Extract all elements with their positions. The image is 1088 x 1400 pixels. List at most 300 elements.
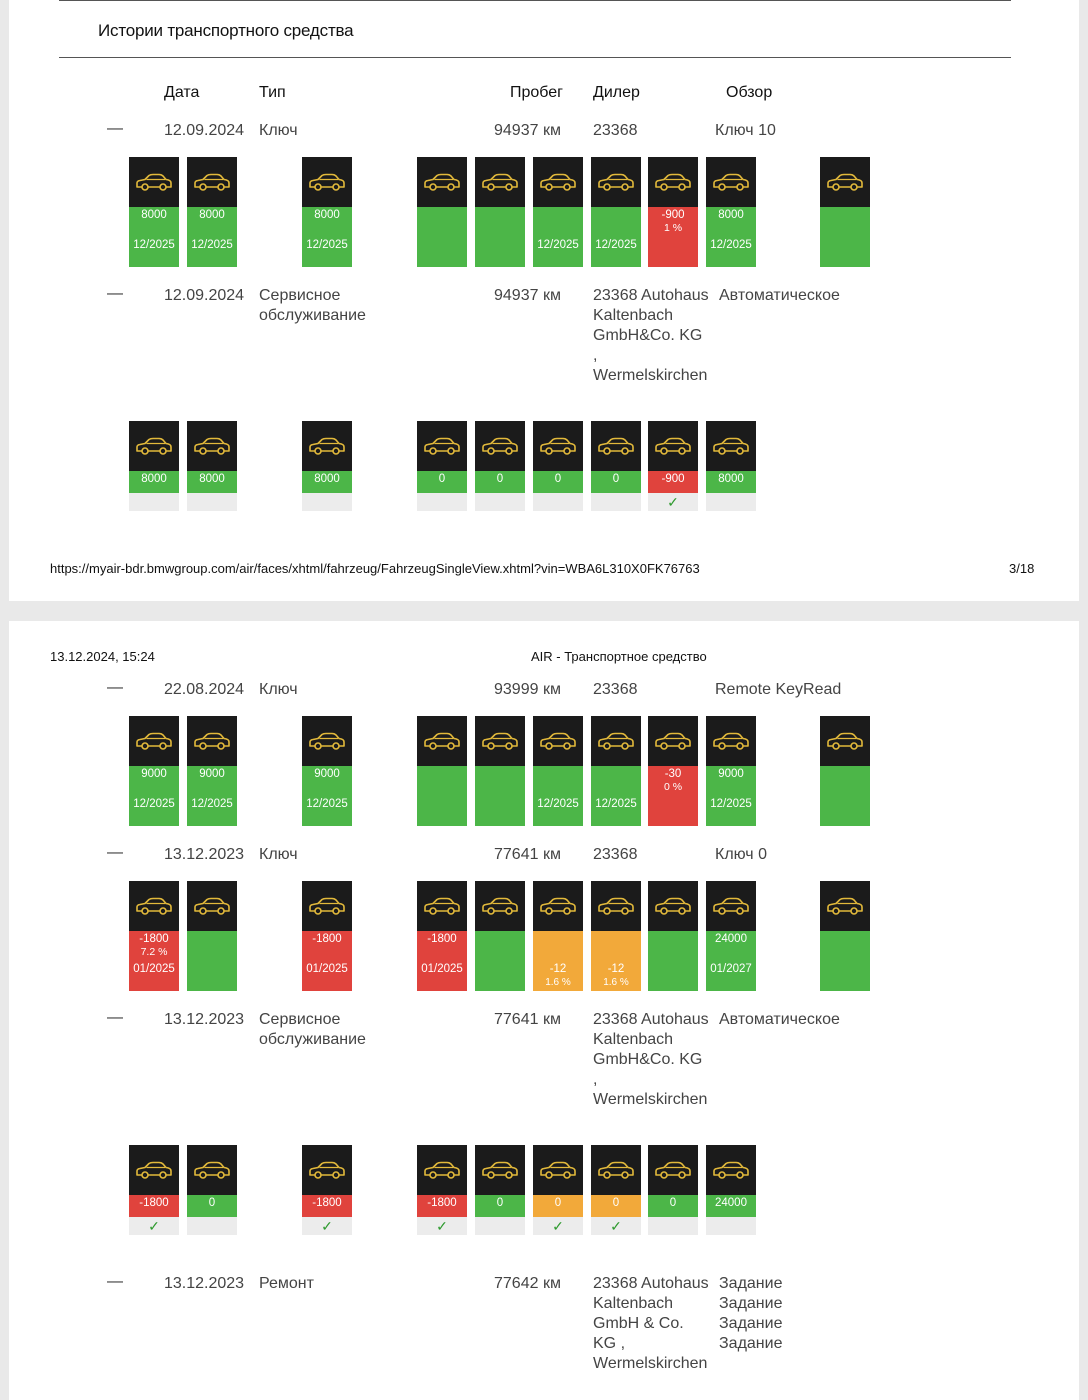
tile-header <box>591 421 641 471</box>
tile-value: 8000 <box>199 473 225 485</box>
tile-value: -1800 7.2 % <box>129 933 179 959</box>
car-icon <box>596 172 636 192</box>
tile-status <box>648 207 698 267</box>
tile-header <box>302 716 352 766</box>
top-divider <box>59 0 1011 1</box>
entry-type: Ключ <box>259 122 298 139</box>
status-tile <box>302 881 352 991</box>
tile-value: 24000 <box>715 1197 747 1209</box>
car-icon <box>538 172 578 192</box>
tile-percent: 1 % <box>663 222 683 234</box>
entry-mileage: 94937 км <box>494 287 561 304</box>
car-icon <box>192 896 232 916</box>
car-icon <box>653 731 693 751</box>
car-icon <box>480 731 520 751</box>
tile-status <box>187 207 237 267</box>
status-tile <box>820 157 870 267</box>
status-tile <box>533 157 583 267</box>
check-mark-icon <box>417 493 467 511</box>
tile-date: 12/2025 <box>537 239 579 251</box>
tile-date: 01/2025 <box>306 963 348 975</box>
status-tile <box>129 881 179 991</box>
tile-date: 01/2027 <box>710 963 752 975</box>
section-title: Истории транспортного средства <box>98 21 354 40</box>
status-tile <box>706 881 756 991</box>
car-icon <box>192 436 232 456</box>
tile-value: 0 <box>496 473 504 485</box>
entry-date: 12.09.2024 <box>164 122 245 139</box>
car-icon <box>538 896 578 916</box>
tile-status <box>475 766 525 826</box>
tile-header <box>475 157 525 207</box>
check-mark-icon: ✓ <box>533 1217 583 1235</box>
status-tile <box>417 881 467 991</box>
entry-dealer: 23368 Autohaus Kaltenbach GmbH&Co. KG , Wermelskirchen <box>593 287 709 384</box>
car-icon <box>711 1160 751 1180</box>
entry-mileage: 77642 км <box>494 1275 561 1292</box>
footer-page-number: 3/18 <box>1009 561 1035 576</box>
entry-dealer: 23368 Autohaus Kaltenbach GmbH&Co. KG , Wermelskirchen <box>593 1011 709 1108</box>
entry-type: Ремонт <box>259 1275 314 1292</box>
status-tile <box>129 421 179 511</box>
tile-value: 0 <box>612 1197 620 1209</box>
check-mark-icon <box>475 493 525 511</box>
car-icon <box>653 896 693 916</box>
car-icon <box>307 172 347 192</box>
entry-review: Автоматическое <box>719 1011 840 1028</box>
tile-value: -1800 <box>312 1197 342 1209</box>
tile-status <box>475 207 525 267</box>
tile-status <box>591 931 641 991</box>
tile-status <box>533 207 583 267</box>
tile-value: 8000 <box>141 473 167 485</box>
entry-review: Ключ 0 <box>715 846 767 863</box>
status-tile <box>302 421 352 511</box>
tile-status <box>129 931 179 991</box>
check-mark-icon: ✓ <box>129 1217 179 1235</box>
tile-value: 8000 <box>199 209 225 221</box>
tile-header <box>417 881 467 931</box>
car-icon <box>480 436 520 456</box>
tile-status <box>475 1195 525 1217</box>
tile-header <box>648 881 698 931</box>
status-tile <box>417 421 467 511</box>
tile-header <box>417 421 467 471</box>
tile-status <box>648 1195 698 1217</box>
car-icon <box>134 731 174 751</box>
tile-value: 9000 <box>718 768 744 780</box>
check-mark-icon <box>129 493 179 511</box>
car-icon <box>596 896 636 916</box>
tile-status <box>129 471 179 493</box>
status-tile <box>533 716 583 826</box>
check-mark-icon: ✓ <box>302 1217 352 1235</box>
status-tile <box>648 421 698 511</box>
car-icon <box>596 731 636 751</box>
tile-date: 12/2025 <box>306 239 348 251</box>
status-tile <box>302 1145 352 1235</box>
tile-status <box>187 766 237 826</box>
tile-value: 0 <box>554 473 562 485</box>
entry-mileage: 77641 км <box>494 846 561 863</box>
tile-status <box>533 1195 583 1217</box>
tile-status <box>648 766 698 826</box>
tile-header <box>129 716 179 766</box>
car-icon <box>134 172 174 192</box>
entry-review: Задание Задание Задание Задание <box>719 1275 783 1352</box>
tile-date: -12 1.6 % <box>591 963 641 989</box>
entry-date: 22.08.2024 <box>164 681 245 698</box>
car-icon <box>653 1160 693 1180</box>
tile-status <box>706 1195 756 1217</box>
col-header-review: Обзор <box>726 84 773 101</box>
tile-header <box>533 1145 583 1195</box>
status-tile <box>475 881 525 991</box>
check-mark-icon <box>706 1217 756 1235</box>
tile-header <box>187 421 237 471</box>
entry-dealer: 23368 Autohaus Kaltenbach GmbH & Co. KG , Wermelskirchen <box>593 1275 709 1372</box>
tile-header <box>187 1145 237 1195</box>
tile-header <box>302 1145 352 1195</box>
tile-header <box>533 716 583 766</box>
entry-dealer: 23368 <box>593 846 638 863</box>
tile-value: 9000 <box>314 768 340 780</box>
tile-value: -1800 <box>427 1197 457 1209</box>
tile-status <box>706 931 756 991</box>
status-tile <box>187 1145 237 1235</box>
status-tile <box>475 1145 525 1235</box>
header-title: AIR - Транспортное средство <box>531 649 707 664</box>
status-tile <box>187 157 237 267</box>
tile-value: 0 <box>554 1197 562 1209</box>
car-icon <box>192 172 232 192</box>
tile-header <box>820 881 870 931</box>
tile-date: 12/2025 <box>133 239 175 251</box>
tile-value: 8000 <box>718 209 744 221</box>
col-header-mileage: Пробег <box>510 84 564 101</box>
car-icon <box>825 172 865 192</box>
car-icon <box>192 1160 232 1180</box>
car-icon <box>307 731 347 751</box>
status-tile <box>591 157 641 267</box>
entry-review: Ключ 10 <box>715 122 776 139</box>
tile-status <box>648 931 698 991</box>
car-icon <box>134 1160 174 1180</box>
tile-status <box>302 766 352 826</box>
tile-status <box>187 471 237 493</box>
footer-url[interactable]: https://myair-bdr.bmwgroup.com/air/faces/xhtml/fahrzeug/FahrzeugSingleView.xhtml?vin=WBA6L310X0FK76763 <box>50 561 700 576</box>
tile-header <box>129 157 179 207</box>
status-tile <box>533 881 583 991</box>
status-tile <box>475 421 525 511</box>
car-icon <box>192 731 232 751</box>
status-tile <box>706 716 756 826</box>
collapse-toggle[interactable]: — <box>107 285 123 302</box>
tile-status <box>706 207 756 267</box>
tile-header <box>591 1145 641 1195</box>
car-icon <box>711 172 751 192</box>
tile-status <box>187 1195 237 1217</box>
car-icon <box>307 436 347 456</box>
entry-type: Ключ <box>259 846 298 863</box>
car-icon <box>653 436 693 456</box>
car-icon <box>134 896 174 916</box>
tile-status <box>417 931 467 991</box>
tile-status <box>187 931 237 991</box>
tile-value: 0 <box>496 1197 504 1209</box>
tile-header <box>648 157 698 207</box>
tile-value: -900 <box>661 473 685 485</box>
car-icon <box>711 896 751 916</box>
check-mark-icon <box>187 493 237 511</box>
col-header-dealer: Дилер <box>593 84 640 101</box>
status-tile <box>417 716 467 826</box>
tile-status <box>302 931 352 991</box>
status-tile <box>591 716 641 826</box>
tile-status <box>417 471 467 493</box>
tile-value: 0 <box>208 1197 216 1209</box>
status-tile <box>129 157 179 267</box>
tile-percent: 1.6 % <box>603 977 629 988</box>
tile-date: 01/2025 <box>421 963 463 975</box>
check-mark-icon: ✓ <box>417 1217 467 1235</box>
car-icon <box>307 1160 347 1180</box>
car-icon <box>596 1160 636 1180</box>
tile-value: 9000 <box>199 768 225 780</box>
tile-header <box>820 716 870 766</box>
tile-date: 12/2025 <box>595 239 637 251</box>
title-divider <box>59 57 1011 58</box>
tile-header <box>533 881 583 931</box>
tile-status <box>475 471 525 493</box>
tile-date: 12/2025 <box>133 798 175 810</box>
car-icon <box>538 1160 578 1180</box>
tile-header <box>129 421 179 471</box>
entry-review: Remote KeyRead <box>715 681 842 698</box>
car-icon <box>422 436 462 456</box>
entry-mileage: 94937 км <box>494 122 561 139</box>
collapse-toggle[interactable]: — <box>107 1009 123 1026</box>
status-tile <box>187 716 237 826</box>
tile-header <box>591 716 641 766</box>
tile-status <box>591 1195 641 1217</box>
status-tile <box>820 716 870 826</box>
car-icon <box>538 436 578 456</box>
tile-header <box>706 157 756 207</box>
tile-header <box>475 881 525 931</box>
entry-type: Ключ <box>259 681 298 698</box>
car-icon <box>422 896 462 916</box>
status-tile <box>417 1145 467 1235</box>
header-datetime: 13.12.2024, 15:24 <box>50 649 155 664</box>
status-tile <box>187 881 237 991</box>
tile-status <box>648 471 698 493</box>
tile-status <box>820 931 870 991</box>
status-tile <box>591 1145 641 1235</box>
tile-header <box>475 716 525 766</box>
tile-date: 12/2025 <box>710 798 752 810</box>
car-icon <box>422 1160 462 1180</box>
entry-date: 13.12.2023 <box>164 1011 245 1028</box>
status-tile <box>129 1145 179 1235</box>
tile-header <box>302 421 352 471</box>
tile-date: 12/2025 <box>710 239 752 251</box>
tile-header <box>533 421 583 471</box>
car-icon <box>134 436 174 456</box>
tile-status <box>533 931 583 991</box>
check-mark-icon <box>533 493 583 511</box>
entry-review: Автоматическое <box>719 287 840 304</box>
status-tile <box>648 157 698 267</box>
tile-header <box>302 157 352 207</box>
tile-header <box>706 1145 756 1195</box>
tile-value: 8000 <box>141 209 167 221</box>
tile-status <box>129 766 179 826</box>
tile-value: 8000 <box>314 209 340 221</box>
document-page-4 <box>9 621 1079 1400</box>
check-mark-icon <box>706 493 756 511</box>
status-tile <box>648 716 698 826</box>
document-page-3 <box>9 0 1079 601</box>
status-tile <box>533 421 583 511</box>
check-mark-icon <box>302 493 352 511</box>
tile-value: 8000 <box>314 473 340 485</box>
tile-header <box>591 881 641 931</box>
tile-value: 0 <box>438 473 446 485</box>
tile-status <box>706 471 756 493</box>
tile-header <box>591 157 641 207</box>
entry-mileage: 93999 км <box>494 681 561 698</box>
car-icon <box>422 731 462 751</box>
car-icon <box>711 731 751 751</box>
tile-status <box>533 471 583 493</box>
status-tile <box>706 1145 756 1235</box>
tile-date: 01/2025 <box>133 963 175 975</box>
tile-header <box>706 421 756 471</box>
tile-value: 9000 <box>141 768 167 780</box>
tile-status <box>706 766 756 826</box>
tile-date: 12/2025 <box>537 798 579 810</box>
tile-status <box>129 1195 179 1217</box>
car-icon <box>538 731 578 751</box>
car-icon <box>711 436 751 456</box>
tile-date: 12/2025 <box>595 798 637 810</box>
tile-header <box>187 881 237 931</box>
tile-value: 0 <box>612 473 620 485</box>
tile-value: -1800 <box>139 1197 169 1209</box>
tile-status <box>533 766 583 826</box>
status-tile <box>820 881 870 991</box>
status-tile <box>591 421 641 511</box>
tile-header <box>417 157 467 207</box>
car-icon <box>307 896 347 916</box>
status-tile <box>533 1145 583 1235</box>
tile-header <box>129 1145 179 1195</box>
tile-header <box>648 716 698 766</box>
collapse-toggle[interactable]: — <box>107 844 123 861</box>
tile-status <box>129 207 179 267</box>
tile-percent: 7.2 % <box>140 946 168 958</box>
tile-header <box>706 716 756 766</box>
status-tile <box>706 157 756 267</box>
tile-header <box>533 157 583 207</box>
tile-status <box>475 931 525 991</box>
tile-status <box>417 766 467 826</box>
status-tile <box>475 716 525 826</box>
status-tile <box>475 157 525 267</box>
tile-header <box>820 157 870 207</box>
entry-type: Сервисное обслуживание <box>259 287 366 324</box>
status-tile <box>187 421 237 511</box>
entry-mileage: 77641 км <box>494 1011 561 1028</box>
tile-header <box>187 716 237 766</box>
tile-value: -900 1 % <box>648 209 698 235</box>
tile-header <box>129 881 179 931</box>
tile-header <box>475 421 525 471</box>
car-icon <box>480 1160 520 1180</box>
tile-value: -1800 <box>312 933 342 945</box>
check-mark-icon <box>591 493 641 511</box>
collapse-toggle[interactable]: — <box>107 1273 123 1290</box>
car-icon <box>422 172 462 192</box>
status-tile <box>648 1145 698 1235</box>
tile-status <box>417 207 467 267</box>
car-icon <box>825 731 865 751</box>
tile-status <box>591 766 641 826</box>
check-mark-icon <box>475 1217 525 1235</box>
collapse-toggle[interactable]: — <box>107 120 123 137</box>
entry-date: 13.12.2023 <box>164 846 245 863</box>
tile-value: 0 <box>669 1197 677 1209</box>
tile-date: 12/2025 <box>306 798 348 810</box>
tile-header <box>417 716 467 766</box>
tile-header <box>302 881 352 931</box>
tile-value: -30 0 % <box>648 768 698 794</box>
check-mark-icon <box>648 1217 698 1235</box>
entry-dealer: 23368 <box>593 681 638 698</box>
tile-status <box>302 471 352 493</box>
tile-date: 12/2025 <box>191 239 233 251</box>
car-icon <box>480 896 520 916</box>
tile-value: -1800 <box>427 933 457 945</box>
status-tile <box>648 881 698 991</box>
tile-status <box>591 207 641 267</box>
tile-status <box>591 471 641 493</box>
entry-type: Сервисное обслуживание <box>259 1011 366 1048</box>
car-icon <box>825 896 865 916</box>
tile-percent: 0 % <box>663 781 683 793</box>
tile-date: 12/2025 <box>191 798 233 810</box>
check-mark-icon <box>187 1217 237 1235</box>
tile-header <box>475 1145 525 1195</box>
tile-value: 24000 <box>715 933 747 945</box>
collapse-toggle[interactable]: — <box>107 679 123 696</box>
status-tile <box>129 716 179 826</box>
status-tile <box>591 881 641 991</box>
tile-header <box>187 157 237 207</box>
status-tile <box>417 157 467 267</box>
tile-status <box>302 1195 352 1217</box>
entry-date: 12.09.2024 <box>164 287 245 304</box>
tile-status <box>302 207 352 267</box>
tile-percent: 1.6 % <box>545 977 571 988</box>
tile-header <box>648 421 698 471</box>
tile-status <box>417 1195 467 1217</box>
status-tile <box>302 716 352 826</box>
entry-dealer: 23368 <box>593 122 638 139</box>
tile-header <box>417 1145 467 1195</box>
col-header-date: Дата <box>164 84 200 101</box>
